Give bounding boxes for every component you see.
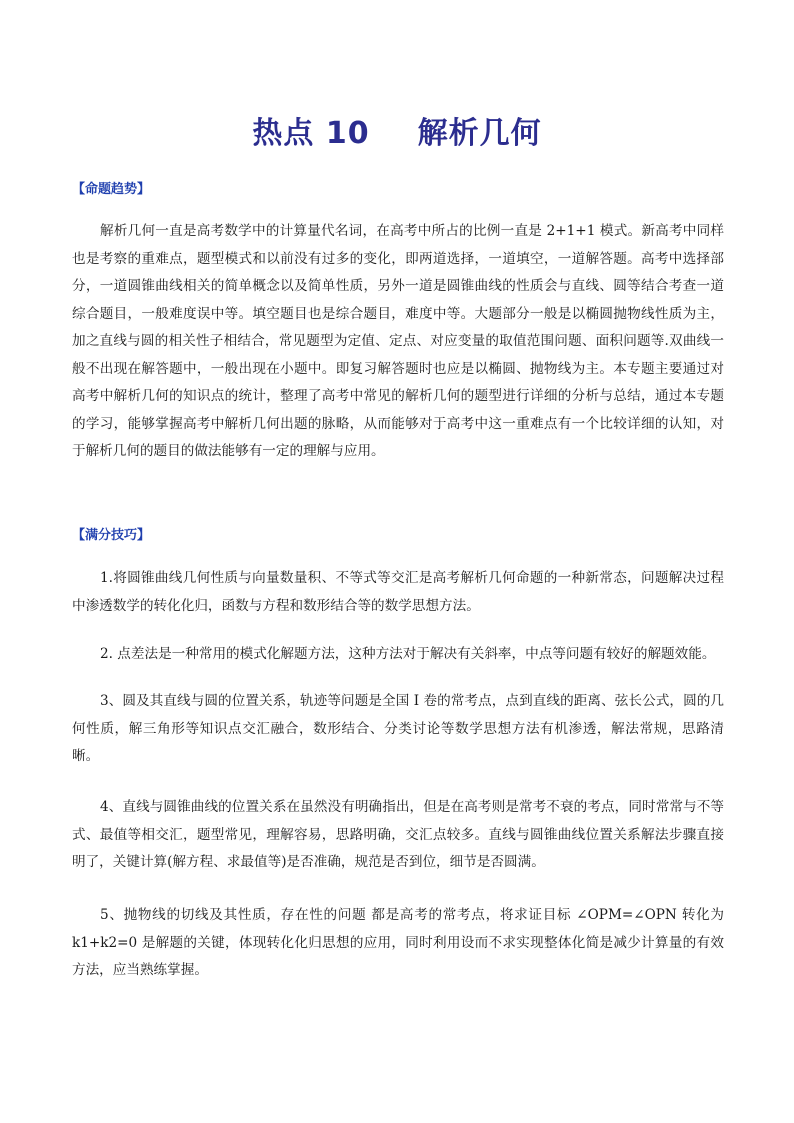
- tip-item-4: 4、直线与圆锥曲线的位置关系在虽然没有明确指出，但是在高考则是常考不衰的考点，同时常常与不等式、最值等相交汇，题型常见，理解容易，思路明确，交汇点较多。直线与圆锥曲线位置关系解法步骤直接明了，关键计算(解方程、求最值等)是否准确，规范是否到位，细节是否圆满。: [72, 799, 724, 870]
- trend-paragraph: 解析几何一直是高考数学中的计算量代名词，在高考中所占的比例一直是 2+1+1 模式。新高考中同样也是考察的重难点，题型模式和以前没有过多的变化，即两道选择，一道填空，一道解答题。高考中选择部分，一道圆锥曲线相关的简单概念以及简单性质，另外一道是圆锥曲线的性质会与直线、圆等结合考查一道综合题目，一般难度误中等。填空题目也是综合题目，难度中等。大题部分一般是以椭圆抛物线性质为主，加之直线与圆的相关性子相结合，常见题型为定值、定点、对应变量的取值范围问题、面积问题等.双曲线一般不出现在解答题中，一般出现在小题中。即复习解答题时也应是以椭圆、抛物线为主。本专题主要通过对高考中解析几何的知识点的统计，整理了高考中常见的解析几何的题型进行详细的分析与总结，通过本专题的学习，能够掌握高考中解析几何出题的脉略，从而能够对于高考中这一重难点有一个比较详细的认知，对于解析几何的题目的做法能够有一定的理解与应用。: [72, 223, 724, 459]
- tip-item-3: 3、圆及其直线与圆的位置关系，轨迹等问题是全国 I 卷的常考点，点到直线的距离、弦长公式，圆的几何性质，解三角形等知识点交汇融合，数形结合、分类讨论等数学思想方法有机渗透，解法常规，思路清晰。: [72, 693, 724, 764]
- tips-heading: 【满分技巧】: [72, 528, 151, 543]
- page-title: [0, 108, 794, 152]
- tip-item-1: 1.将圆锥曲线几何性质与向量数量积、不等式等交汇是高考解析几何命题的一种新常态，问题解决过程中渗透数学的转化化归，函数与方程和数形结合等的数学思想方法。: [72, 570, 724, 614]
- tip-item-5: 5、抛物线的切线及其性质，存在性的问题 都是高考的常考点，将求证目标 ∠OPM=∠OPN 转化为 k1+k2=0 是解题的关键，体现转化化归思想的应用，同时利用设而不求实现整体化简是减少计算量的有效方法，应当熟练掌握。: [72, 907, 724, 978]
- trend-heading: 【命题趋势】: [72, 182, 151, 197]
- title-main: 热点 10: [252, 116, 370, 151]
- title-sub: 解析几何: [417, 116, 542, 151]
- tip-item-2: 2. 点差法是一种常用的模式化解题方法，这种方法对于解决有关斜率，中点等问题有较好的解题效能。: [100, 646, 716, 662]
